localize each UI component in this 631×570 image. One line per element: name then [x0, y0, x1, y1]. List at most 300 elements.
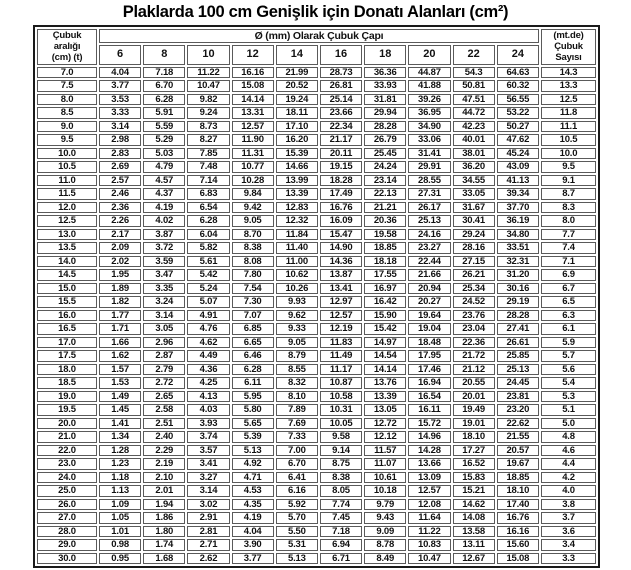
- rebar-area-cell: 21.21: [364, 202, 406, 214]
- bar-spacing-cell: 18.5: [37, 377, 97, 389]
- table-row: [37, 404, 596, 416]
- rebar-area-cell: 2.83: [99, 148, 141, 160]
- bar-count-cell: 6.9: [541, 269, 596, 281]
- rebar-area-cell: 22.44: [408, 256, 450, 268]
- rebar-area-cell: 17.46: [408, 364, 450, 376]
- rebar-area-cell: 7.30: [232, 296, 274, 308]
- rebar-area-cell: 11.49: [320, 350, 362, 362]
- rebar-area-cell: 11.64: [408, 512, 450, 524]
- rebar-area-cell: 11.83: [320, 337, 362, 349]
- rebar-area-cell: 5.61: [187, 256, 229, 268]
- diameter-column-header: 18: [364, 45, 406, 64]
- diameter-column-header: 22: [453, 45, 495, 64]
- rebar-area-cell: 7.89: [276, 404, 318, 416]
- rebar-area-cell: 22.34: [320, 121, 362, 133]
- rebar-area-cell: 20.11: [320, 148, 362, 160]
- rebar-area-cell: 4.04: [99, 67, 141, 79]
- rebar-area-cell: 8.73: [187, 121, 229, 133]
- rebar-area-cell: 3.02: [187, 499, 229, 511]
- rebar-area-cell: 16.97: [364, 283, 406, 295]
- rebar-area-cell: 24.24: [364, 161, 406, 173]
- rebar-area-cell: 8.08: [232, 256, 274, 268]
- bar-spacing-cell: 19.0: [37, 391, 97, 403]
- rebar-area-cell: 6.65: [232, 337, 274, 349]
- rebar-area-cell: 13.99: [276, 175, 318, 187]
- page-title: Plaklarda 100 cm Genişlik için Donatı Alanları (cm²): [122, 3, 509, 21]
- rebar-area-cell: 11.22: [187, 67, 229, 79]
- rebar-area-cell: 53.22: [497, 107, 539, 119]
- rebar-area-cell: 1.94: [143, 499, 185, 511]
- bar-count-cell: 14.3: [541, 67, 596, 79]
- rebar-area-cell: 12.97: [320, 296, 362, 308]
- rebar-area-cell: 11.57: [364, 445, 406, 457]
- rebar-area-cell: 1.74: [143, 539, 185, 551]
- rebar-area-cell: 9.33: [276, 323, 318, 335]
- rebar-area-cell: 15.90: [364, 310, 406, 322]
- rebar-area-cell: 6.46: [232, 350, 274, 362]
- bar-spacing-cell: 21.0: [37, 431, 97, 443]
- rebar-area-cell: 19.01: [453, 418, 495, 430]
- rebar-area-cell: 12.57: [320, 310, 362, 322]
- rebar-area-cell: 0.98: [99, 539, 141, 551]
- rebar-area-cell: 60.32: [497, 80, 539, 92]
- table-row: [37, 539, 596, 551]
- rebar-area-cell: 21.17: [320, 134, 362, 146]
- rebar-area-cell: 28.28: [497, 310, 539, 322]
- bar-count-cell: 5.1: [541, 404, 596, 416]
- rebar-area-cell: 21.99: [276, 67, 318, 79]
- rebar-area-cell: 6.94: [320, 539, 362, 551]
- rebar-area-cell: 18.48: [408, 337, 450, 349]
- rebar-area-cell: 14.97: [364, 337, 406, 349]
- rebar-area-cell: 3.41: [187, 458, 229, 470]
- rebar-area-cell: 24.52: [453, 296, 495, 308]
- rebar-area-cell: 17.95: [408, 350, 450, 362]
- rebar-area-cell: 4.37: [143, 188, 185, 200]
- rebar-area-cell: 2.40: [143, 431, 185, 443]
- diameter-column-header: 20: [408, 45, 450, 64]
- rebar-area-cell: 6.85: [232, 323, 274, 335]
- rebar-area-cell: 7.85: [187, 148, 229, 160]
- rebar-area-cell: 10.83: [408, 539, 450, 551]
- rebar-area-cell: 20.94: [408, 283, 450, 295]
- rebar-area-cell: 13.58: [453, 526, 495, 538]
- bar-spacing-cell: 20.0: [37, 418, 97, 430]
- rebar-area-cell: 2.36: [99, 202, 141, 214]
- header-row-top: [37, 29, 596, 43]
- rebar-area-cell: 26.21: [453, 269, 495, 281]
- rebar-area-cell: 6.16: [276, 485, 318, 497]
- rebar-area-cell: 4.19: [143, 202, 185, 214]
- bar-spacing-cell: 10.0: [37, 148, 97, 160]
- rebar-area-cell: 3.57: [187, 445, 229, 457]
- rebar-area-cell: 25.14: [320, 94, 362, 106]
- bar-count-cell: 8.0: [541, 215, 596, 227]
- bar-count-cell: 12.5: [541, 94, 596, 106]
- rebar-area-cell: 5.03: [143, 148, 185, 160]
- rebar-area-cell: 8.49: [364, 553, 406, 565]
- rebar-area-cell: 1.13: [99, 485, 141, 497]
- rebar-area-cell: 13.76: [364, 377, 406, 389]
- rebar-area-cell: 1.62: [99, 350, 141, 362]
- diameter-column-header: 10: [187, 45, 229, 64]
- rebar-area-cell: 44.87: [408, 67, 450, 79]
- rebar-area-cell: 13.39: [276, 188, 318, 200]
- rebar-area-cell: 47.51: [453, 94, 495, 106]
- table-row: [37, 526, 596, 538]
- rebar-area-cell: 0.95: [99, 553, 141, 565]
- diameter-column-header: 14: [276, 45, 318, 64]
- bar-count-cell: 4.2: [541, 472, 596, 484]
- bar-spacing-cell: 11.5: [37, 188, 97, 200]
- rebar-area-cell: 18.85: [364, 242, 406, 254]
- rebar-area-cell: 14.14: [364, 364, 406, 376]
- rebar-area-cell: 30.16: [497, 283, 539, 295]
- bar-spacing-cell: 27.0: [37, 512, 97, 524]
- bar-count-cell: 5.3: [541, 391, 596, 403]
- diameter-group-header: Ø (mm) Olarak Çubuk Çapı: [99, 29, 539, 43]
- rebar-area-cell: 2.65: [143, 391, 185, 403]
- diameter-column-header: 6: [99, 45, 141, 64]
- bar-spacing-cell: 8.5: [37, 107, 97, 119]
- rebar-area-cell: 15.60: [497, 539, 539, 551]
- table-row: [37, 134, 596, 146]
- rebar-area-cell: 12.08: [408, 499, 450, 511]
- table-row: [37, 377, 596, 389]
- bar-count-cell: 4.6: [541, 445, 596, 457]
- bar-spacing-cell: 16.5: [37, 323, 97, 335]
- rebar-area-cell: 2.10: [143, 472, 185, 484]
- table-row: [37, 94, 596, 106]
- rebar-area-cell: 4.71: [232, 472, 274, 484]
- rebar-area-cell: 56.55: [497, 94, 539, 106]
- bar-spacing-cell: 12.0: [37, 202, 97, 214]
- table-row: [37, 283, 596, 295]
- rebar-area-cell: 7.18: [320, 526, 362, 538]
- rebar-area-cell: 17.40: [497, 499, 539, 511]
- rebar-area-cell: 1.09: [99, 499, 141, 511]
- rebar-area-cell: 3.87: [143, 229, 185, 241]
- table-row: [37, 175, 596, 187]
- rebar-area-cell: 24.45: [497, 377, 539, 389]
- bar-count-cell: 11.1: [541, 121, 596, 133]
- table-row: [37, 323, 596, 335]
- table-row: [37, 296, 596, 308]
- rebar-area-cell: 6.71: [320, 553, 362, 565]
- bar-count-cell: 3.7: [541, 512, 596, 524]
- table-row: [37, 553, 596, 565]
- rebar-area-cell: 64.63: [497, 67, 539, 79]
- rebar-area-cell: 11.17: [320, 364, 362, 376]
- rebar-area-cell: 2.29: [143, 445, 185, 457]
- rebar-area-cell: 4.04: [232, 526, 274, 538]
- rebar-area-cell: 3.27: [187, 472, 229, 484]
- rebar-area-cell: 8.32: [276, 377, 318, 389]
- rebar-area-cell: 23.76: [453, 310, 495, 322]
- rebar-area-cell: 5.82: [187, 242, 229, 254]
- rebar-area-cell: 19.49: [453, 404, 495, 416]
- rebar-area-cell: 38.01: [453, 148, 495, 160]
- diameter-column-header: 12: [232, 45, 274, 64]
- rebar-area-cell: 12.57: [232, 121, 274, 133]
- table-row: [37, 67, 596, 79]
- rebar-area-cell: 10.58: [320, 391, 362, 403]
- rebar-area-cell: 1.01: [99, 526, 141, 538]
- rebar-area-cell: 17.49: [320, 188, 362, 200]
- rebar-area-cell: 2.79: [143, 364, 185, 376]
- rebar-area-cell: 33.93: [364, 80, 406, 92]
- rebar-area-cell: 21.66: [408, 269, 450, 281]
- rebar-area-cell: 40.01: [453, 134, 495, 146]
- rebar-area-cell: 25.85: [497, 350, 539, 362]
- bar-count-column-header: (mt.de) Çubuk Sayısı: [541, 29, 596, 65]
- rebar-area-cell: 16.42: [364, 296, 406, 308]
- table-row: [37, 364, 596, 376]
- bar-spacing-cell: 22.0: [37, 445, 97, 457]
- rebar-area-cell: 36.20: [453, 161, 495, 173]
- rebar-area-cell: 16.11: [408, 404, 450, 416]
- rebar-area-cell: 10.47: [408, 553, 450, 565]
- rebar-area-cell: 18.11: [276, 107, 318, 119]
- rebar-area-cell: 22.36: [453, 337, 495, 349]
- rebar-area-cell: 23.14: [364, 175, 406, 187]
- rebar-area-cell: 50.81: [453, 80, 495, 92]
- rebar-area-cell: 3.14: [187, 485, 229, 497]
- rebar-area-cell: 3.90: [232, 539, 274, 551]
- table-row: [37, 458, 596, 470]
- rebar-area-cell: 10.77: [232, 161, 274, 173]
- rebar-area-cell: 1.53: [99, 377, 141, 389]
- rebar-area-cell: 7.80: [232, 269, 274, 281]
- rebar-area-cell: 7.00: [276, 445, 318, 457]
- rebar-area-cell: 20.55: [453, 377, 495, 389]
- rebar-area-cell: 2.02: [99, 256, 141, 268]
- rebar-area-cell: 9.62: [276, 310, 318, 322]
- bar-count-cell: 3.3: [541, 553, 596, 565]
- rebar-area-cell: 8.05: [320, 485, 362, 497]
- rebar-area-cell: 1.57: [99, 364, 141, 376]
- rebar-area-cell: 12.72: [364, 418, 406, 430]
- rebar-area-cell: 8.38: [232, 242, 274, 254]
- rebar-area-cell: 19.15: [320, 161, 362, 173]
- bar-spacing-cell: 15.0: [37, 283, 97, 295]
- rebar-area-cell: 6.04: [187, 229, 229, 241]
- rebar-area-cell: 10.47: [187, 80, 229, 92]
- bar-spacing-cell: 14.5: [37, 269, 97, 281]
- rebar-area-cell: 23.20: [497, 404, 539, 416]
- rebar-area-cell: 1.28: [99, 445, 141, 457]
- rebar-area-cell: 2.26: [99, 215, 141, 227]
- rebar-area-cell: 25.45: [364, 148, 406, 160]
- rebar-area-cell: 39.34: [497, 188, 539, 200]
- rebar-area-cell: 27.15: [453, 256, 495, 268]
- rebar-area-cell: 9.82: [187, 94, 229, 106]
- rebar-area-cell: 15.42: [364, 323, 406, 335]
- bar-spacing-cell: 25.0: [37, 485, 97, 497]
- rebar-area-cell: 12.12: [364, 431, 406, 443]
- rebar-area-cell: 23.66: [320, 107, 362, 119]
- rebar-area-cell: 19.67: [497, 458, 539, 470]
- table-row: [37, 269, 596, 281]
- rebar-area-cell: 14.36: [320, 256, 362, 268]
- rebar-area-cell: 5.24: [187, 283, 229, 295]
- bar-count-cell: 3.6: [541, 526, 596, 538]
- rebar-area-cell: 3.47: [143, 269, 185, 281]
- rebar-area-cell: 20.01: [453, 391, 495, 403]
- rebar-area-cell: 7.14: [187, 175, 229, 187]
- rebar-area-cell: 19.64: [408, 310, 450, 322]
- rebar-area-cell: 1.23: [99, 458, 141, 470]
- bar-spacing-cell: 24.0: [37, 472, 97, 484]
- rebar-area-cell: 1.80: [143, 526, 185, 538]
- rebar-area-cell: 1.82: [99, 296, 141, 308]
- rebar-area-cell: 13.66: [408, 458, 450, 470]
- rebar-area-cell: 3.33: [99, 107, 141, 119]
- rebar-area-cell: 9.24: [187, 107, 229, 119]
- rebar-area-cell: 5.39: [232, 431, 274, 443]
- rebar-area-cell: 8.75: [320, 458, 362, 470]
- rebar-area-cell: 29.91: [408, 161, 450, 173]
- rebar-area-cell: 6.11: [232, 377, 274, 389]
- rebar-area-cell: 15.47: [320, 229, 362, 241]
- bar-count-cell: 6.3: [541, 310, 596, 322]
- rebar-area-cell: 26.17: [408, 202, 450, 214]
- rebar-area-cell: 50.27: [497, 121, 539, 133]
- rebar-area-cell: 8.27: [187, 134, 229, 146]
- rebar-area-cell: 12.19: [320, 323, 362, 335]
- rebar-area-cell: 21.72: [453, 350, 495, 362]
- bar-spacing-cell: 8.0: [37, 94, 97, 106]
- table-row: [37, 485, 596, 497]
- bar-spacing-cell: 9.0: [37, 121, 97, 133]
- bar-count-cell: 3.8: [541, 499, 596, 511]
- rebar-area-cell: 28.55: [408, 175, 450, 187]
- table-row: [37, 242, 596, 254]
- bar-spacing-cell: 15.5: [37, 296, 97, 308]
- rebar-area-cell: 1.68: [143, 553, 185, 565]
- rebar-area-cell: 2.72: [143, 377, 185, 389]
- rebar-area-cell: 5.31: [276, 539, 318, 551]
- rebar-area-cell: 34.55: [453, 175, 495, 187]
- bar-count-cell: 6.7: [541, 283, 596, 295]
- rebar-area-cell: 2.98: [99, 134, 141, 146]
- rebar-area-cell: 42.23: [453, 121, 495, 133]
- rebar-area-cell: 9.43: [364, 512, 406, 524]
- rebar-area-cell: 16.20: [276, 134, 318, 146]
- rebar-area-cell: 3.53: [99, 94, 141, 106]
- rebar-area-cell: 8.10: [276, 391, 318, 403]
- rebar-area-cell: 2.62: [187, 553, 229, 565]
- rebar-area-cell: 10.26: [276, 283, 318, 295]
- rebar-area-cell: 2.96: [143, 337, 185, 349]
- rebar-area-cell: 4.19: [232, 512, 274, 524]
- bar-spacing-cell: 29.0: [37, 539, 97, 551]
- rebar-area-cell: 2.46: [99, 188, 141, 200]
- rebar-area-cell: 1.34: [99, 431, 141, 443]
- rebar-area-cell: 3.35: [143, 283, 185, 295]
- table-row: [37, 499, 596, 511]
- rebar-area-cell: 7.48: [187, 161, 229, 173]
- rebar-area-cell: 1.89: [99, 283, 141, 295]
- rebar-area-cell: 5.13: [232, 445, 274, 457]
- rebar-area-cell: 12.32: [276, 215, 318, 227]
- rebar-area-cell: 1.86: [143, 512, 185, 524]
- rebar-area-cell: 23.81: [497, 391, 539, 403]
- table-row: [37, 512, 596, 524]
- rebar-area-cell: 4.76: [187, 323, 229, 335]
- bar-spacing-cell: 16.0: [37, 310, 97, 322]
- bar-count-cell: 6.5: [541, 296, 596, 308]
- bar-count-cell: 13.3: [541, 80, 596, 92]
- rebar-area-cell: 27.41: [497, 323, 539, 335]
- rebar-area-cell: 5.91: [143, 107, 185, 119]
- rebar-area-cell: 18.10: [497, 485, 539, 497]
- rebar-area-cell: 13.05: [364, 404, 406, 416]
- rebar-area-cell: 13.41: [320, 283, 362, 295]
- table-row: [37, 472, 596, 484]
- rebar-area-cell: 2.01: [143, 485, 185, 497]
- rebar-area-cell: 36.36: [364, 67, 406, 79]
- rebar-area-cell: 8.55: [276, 364, 318, 376]
- bar-count-cell: 5.7: [541, 350, 596, 362]
- rebar-area-cell: 2.19: [143, 458, 185, 470]
- table-row: [37, 148, 596, 160]
- rebar-area-cell: 1.66: [99, 337, 141, 349]
- bar-spacing-cell: 19.5: [37, 404, 97, 416]
- rebar-area-cell: 10.62: [276, 269, 318, 281]
- rebar-area-cell: 25.13: [408, 215, 450, 227]
- rebar-area-cell: 16.16: [232, 67, 274, 79]
- rebar-area-cell: 4.35: [232, 499, 274, 511]
- rebar-area-cell: 5.92: [276, 499, 318, 511]
- diameter-column-header: 16: [320, 45, 362, 64]
- rebar-area-cell: 4.91: [187, 310, 229, 322]
- rebar-area-cell: 3.59: [143, 256, 185, 268]
- rebar-area-cell: 41.13: [497, 175, 539, 187]
- bar-count-cell: 10.5: [541, 134, 596, 146]
- rebar-area-cell: 17.55: [364, 269, 406, 281]
- table-row: [37, 256, 596, 268]
- rebar-area-cell: 26.61: [497, 337, 539, 349]
- bar-spacing-cell: 11.0: [37, 175, 97, 187]
- rebar-area-cell: 19.58: [364, 229, 406, 241]
- rebar-area-cell: 14.62: [453, 499, 495, 511]
- rebar-area-cell: 28.16: [453, 242, 495, 254]
- rebar-area-cell: 1.95: [99, 269, 141, 281]
- rebar-area-cell: 18.18: [364, 256, 406, 268]
- bar-count-cell: 4.4: [541, 458, 596, 470]
- bar-spacing-cell: 30.0: [37, 553, 97, 565]
- rebar-area-cell: 14.66: [276, 161, 318, 173]
- rebar-area-cell: 18.28: [320, 175, 362, 187]
- rebar-area-cell: 16.76: [320, 202, 362, 214]
- bar-spacing-cell: 26.0: [37, 499, 97, 511]
- rebar-area-cell: 7.45: [320, 512, 362, 524]
- rebar-area-cell: 13.09: [408, 472, 450, 484]
- rebar-area-cell: 9.05: [276, 337, 318, 349]
- rebar-area-cell: 8.70: [232, 229, 274, 241]
- rebar-area-cell: 44.72: [453, 107, 495, 119]
- rebar-area-cell: 4.79: [143, 161, 185, 173]
- rebar-area-cell: 14.28: [408, 445, 450, 457]
- rebar-area-cell: 10.28: [232, 175, 274, 187]
- rebar-area-cell: 13.31: [232, 107, 274, 119]
- rebar-area-cell: 2.09: [99, 242, 141, 254]
- bar-count-cell: 5.0: [541, 418, 596, 430]
- rebar-area-cell: 23.27: [408, 242, 450, 254]
- rebar-area-cell: 15.83: [453, 472, 495, 484]
- rebar-area-cell: 47.62: [497, 134, 539, 146]
